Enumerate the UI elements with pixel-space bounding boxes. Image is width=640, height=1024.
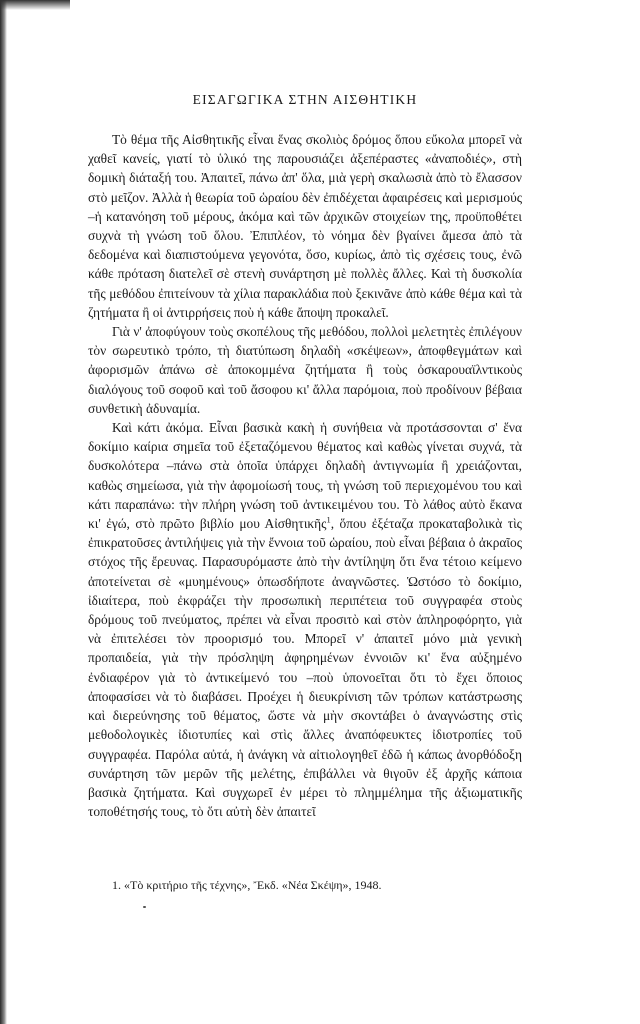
paragraph-3-text-b: , ὅπου ἐξέταζα προκαταβολικὰ τὶς ἐπικρατοῦσες ἀντιλήψεις γιὰ τὴν ἔννοια τοῦ ὡραίου, ποὺ εἶναι βέβαια ὁ ἀκραῖος στόχος τῆς ἔρευνας. Παρασυρόμαστε ἀπὸ τὴν ἀντίληψη ὅτι ἕνα τέτοιο κείμενο ἀποτείνεται σὲ «μυημένους» ὁπωσδήποτε ἀναγνῶστες. Ὡστόσο τὸ δοκίμιο, ἰδιαίτερα, ποὺ ἐκφράζει τὴν προσωπικὴ περιπέτεια τοῦ συγγραφέα στοὺς δρόμους τοῦ πνεύματος, πρέπει νὰ εἶναι προσιτὸ καὶ στὸν ἀπληροφόρητο, γιὰ νὰ ἐπιτελέσει τὸν προορισμό του. Μπορεῖ ν' ἀπαιτεῖ μόνο μιὰ γενικὴ προπαιδεία, γιὰ τὴν πρόσληψη ἀφηρημένων ἐννοιῶν κι' ἕνα αὐξημένο ἐνδιαφέρον γιὰ τὸ ἀντικείμενό του –ποὺ ὑπονοεῖται ὅτι τὸ ἔχει ὅποιος ἀποφασίσει νὰ τὸ διαβάσει. Προέχει ἡ διευκρίνιση τῶν τρόπων κατάστρωσης καὶ διερεύνησης τοῦ θέματος, ὥστε νὰ μὴν σκοντάβει ὁ ἀναγνώστης στὶς μεθοδολογικὲς ἰδιοτυπίες καὶ στὶς ἄλλες ἀναπόφευκτες ἰδιοτροπίες τοῦ συγγραφέα. Παρόλα αὐτά, ἡ ἀνάγκη νὰ αἰτιολογηθεῖ ἐδῶ ἡ κάπως ἀνορθόδοξη συνάρτηση τῶν μερῶν τῆς μελέτης, ἐπιβάλλει νὰ θιγοῦν ἐξ ἀρχῆς κάποια βασικὰ ζητήματα. Καὶ συγχωρεῖ ἐν μέρει τὸ πλημμέλημα τῆς ἀξιωματικῆς τοποθέτησής τους, τὸ ὅτι αὐτὴ δὲν ἀπαιτεῖ <box>88 516 522 820</box>
paragraph-2: Γιὰ ν' ἀποφύγουν τοὺς σκοπέλους τῆς μεθόδου, πολλοὶ μελετητὲς ἐπιλέγουν τὸν σωρευτικὸ τρόπο, τὴ διατύπωση δηλαδὴ «σκέψεων», ἀποφθεγμάτων καὶ ἀφορισμῶν ἀπάνω σὲ ἀποκομμένα ζητήματα ἢ τοὺς ὀσκαρουαϊλντικοὺς διαλόγους τοῦ σοφοῦ καὶ τοῦ ἄσοφου κι' ἄλλα παρόμοια, ποὺ προδίνουν βέβαια συνθετικὴ ἀδυναμία. <box>88 324 522 416</box>
footnote: 1. «Τὸ κριτήριο τῆς τέχνης», Ἔκδ. «Νέα Σκέψη», 1948. <box>112 878 382 892</box>
scan-shadow-left <box>0 0 7 1024</box>
page-body <box>88 92 522 821</box>
page-title: ΕΙΣΑΓΩΓΙΚΑ ΣΤΗΝ ΑΙΣΘΗΤΙΚΗ <box>192 92 418 107</box>
paragraph-3 <box>88 418 522 821</box>
paragraph-3-text-a: Καὶ κάτι ἀκόμα. Εἶναι βασικὰ κακὴ ἡ συνήθεια νὰ προτάσσονται σ' ἕνα δοκίμιο καίρια σημεῖα τοῦ ἐξεταζόμενου θέματος καὶ καθὼς γίνεται συχνά, τὰ δυσκολότερα –πάνω στὰ ὁποῖα ὑπάρχει δηλαδὴ ἀντιγνωμία ἢ χρειάζονται, καθὼς σημείωσα, γιὰ τὴν ἀφομοίωσή τους, τὴ γνώση τοῦ περιεχομένου του καὶ κάτι παραπάνω: τὴν πλήρη γνώση τοῦ ἀντικειμένου του. Τὸ λάθος αὐτὸ ἔκανα κι' ἐγώ, στὸ πρῶτο βιβλίο μου Αἰσθητικῆς <box>88 420 522 532</box>
scan-shadow-top <box>0 0 70 10</box>
scan-speck <box>143 906 146 908</box>
paragraph-1: Τὸ θέμα τῆς Αἰσθητικῆς εἶναι ἕνας σκολιὸς δρόμος ὅπου εὔκολα μπορεῖ νὰ χαθεῖ κανείς, γιατί τὸ ὑλικό της παρουσιάζει ἀξεπέραστες «ἀναποδιές», στὴ δομικὴ διάταξή του. Ἀπαιτεῖ, πάνω ἀπ' ὅλα, μιὰ γερὴ σκαλωσιὰ ἀπὸ τὸ ἔλασσον στὸ μεῖζον. Ἀλλὰ ἡ θεωρία τοῦ ὡραίου δὲν ἐπιδέχεται ἀφαιρέσεις καὶ μερισμούς –ἡ κατανόηση τοῦ μέρους, ἀκόμα καὶ τῶν ἀρχικῶν στοιχείων της, προϋποθέτει συχνὰ τὴ γνώση τοῦ ὅλου. Ἐπιπλέον, τὸ νόημα δὲν βγαίνει ἄμεσα ἀπὸ τὰ δεδομένα καὶ διαπιστούμενα γεγονότα, ὅσο, κυρίως, ἀπὸ τὶς σχέσεις τους, ἐνῶ κάθε πρόταση διατελεῖ σὲ στενὴ συνάρτηση μὲ πολλὲς ἄλλες. Καὶ τὴ δυσκολία τῆς μεθόδου ἐπιτείνουν τὰ χίλια παρακλάδια ποὺ ξεκινᾶνε ἀπὸ κάθε θέμα καὶ τὰ ζητήματα ἢ οἱ ἀντιρρήσεις ποὺ ἡ κάθε ἄποψη προκαλεῖ. <box>88 132 522 320</box>
footnote-reference: 1 <box>326 514 331 525</box>
